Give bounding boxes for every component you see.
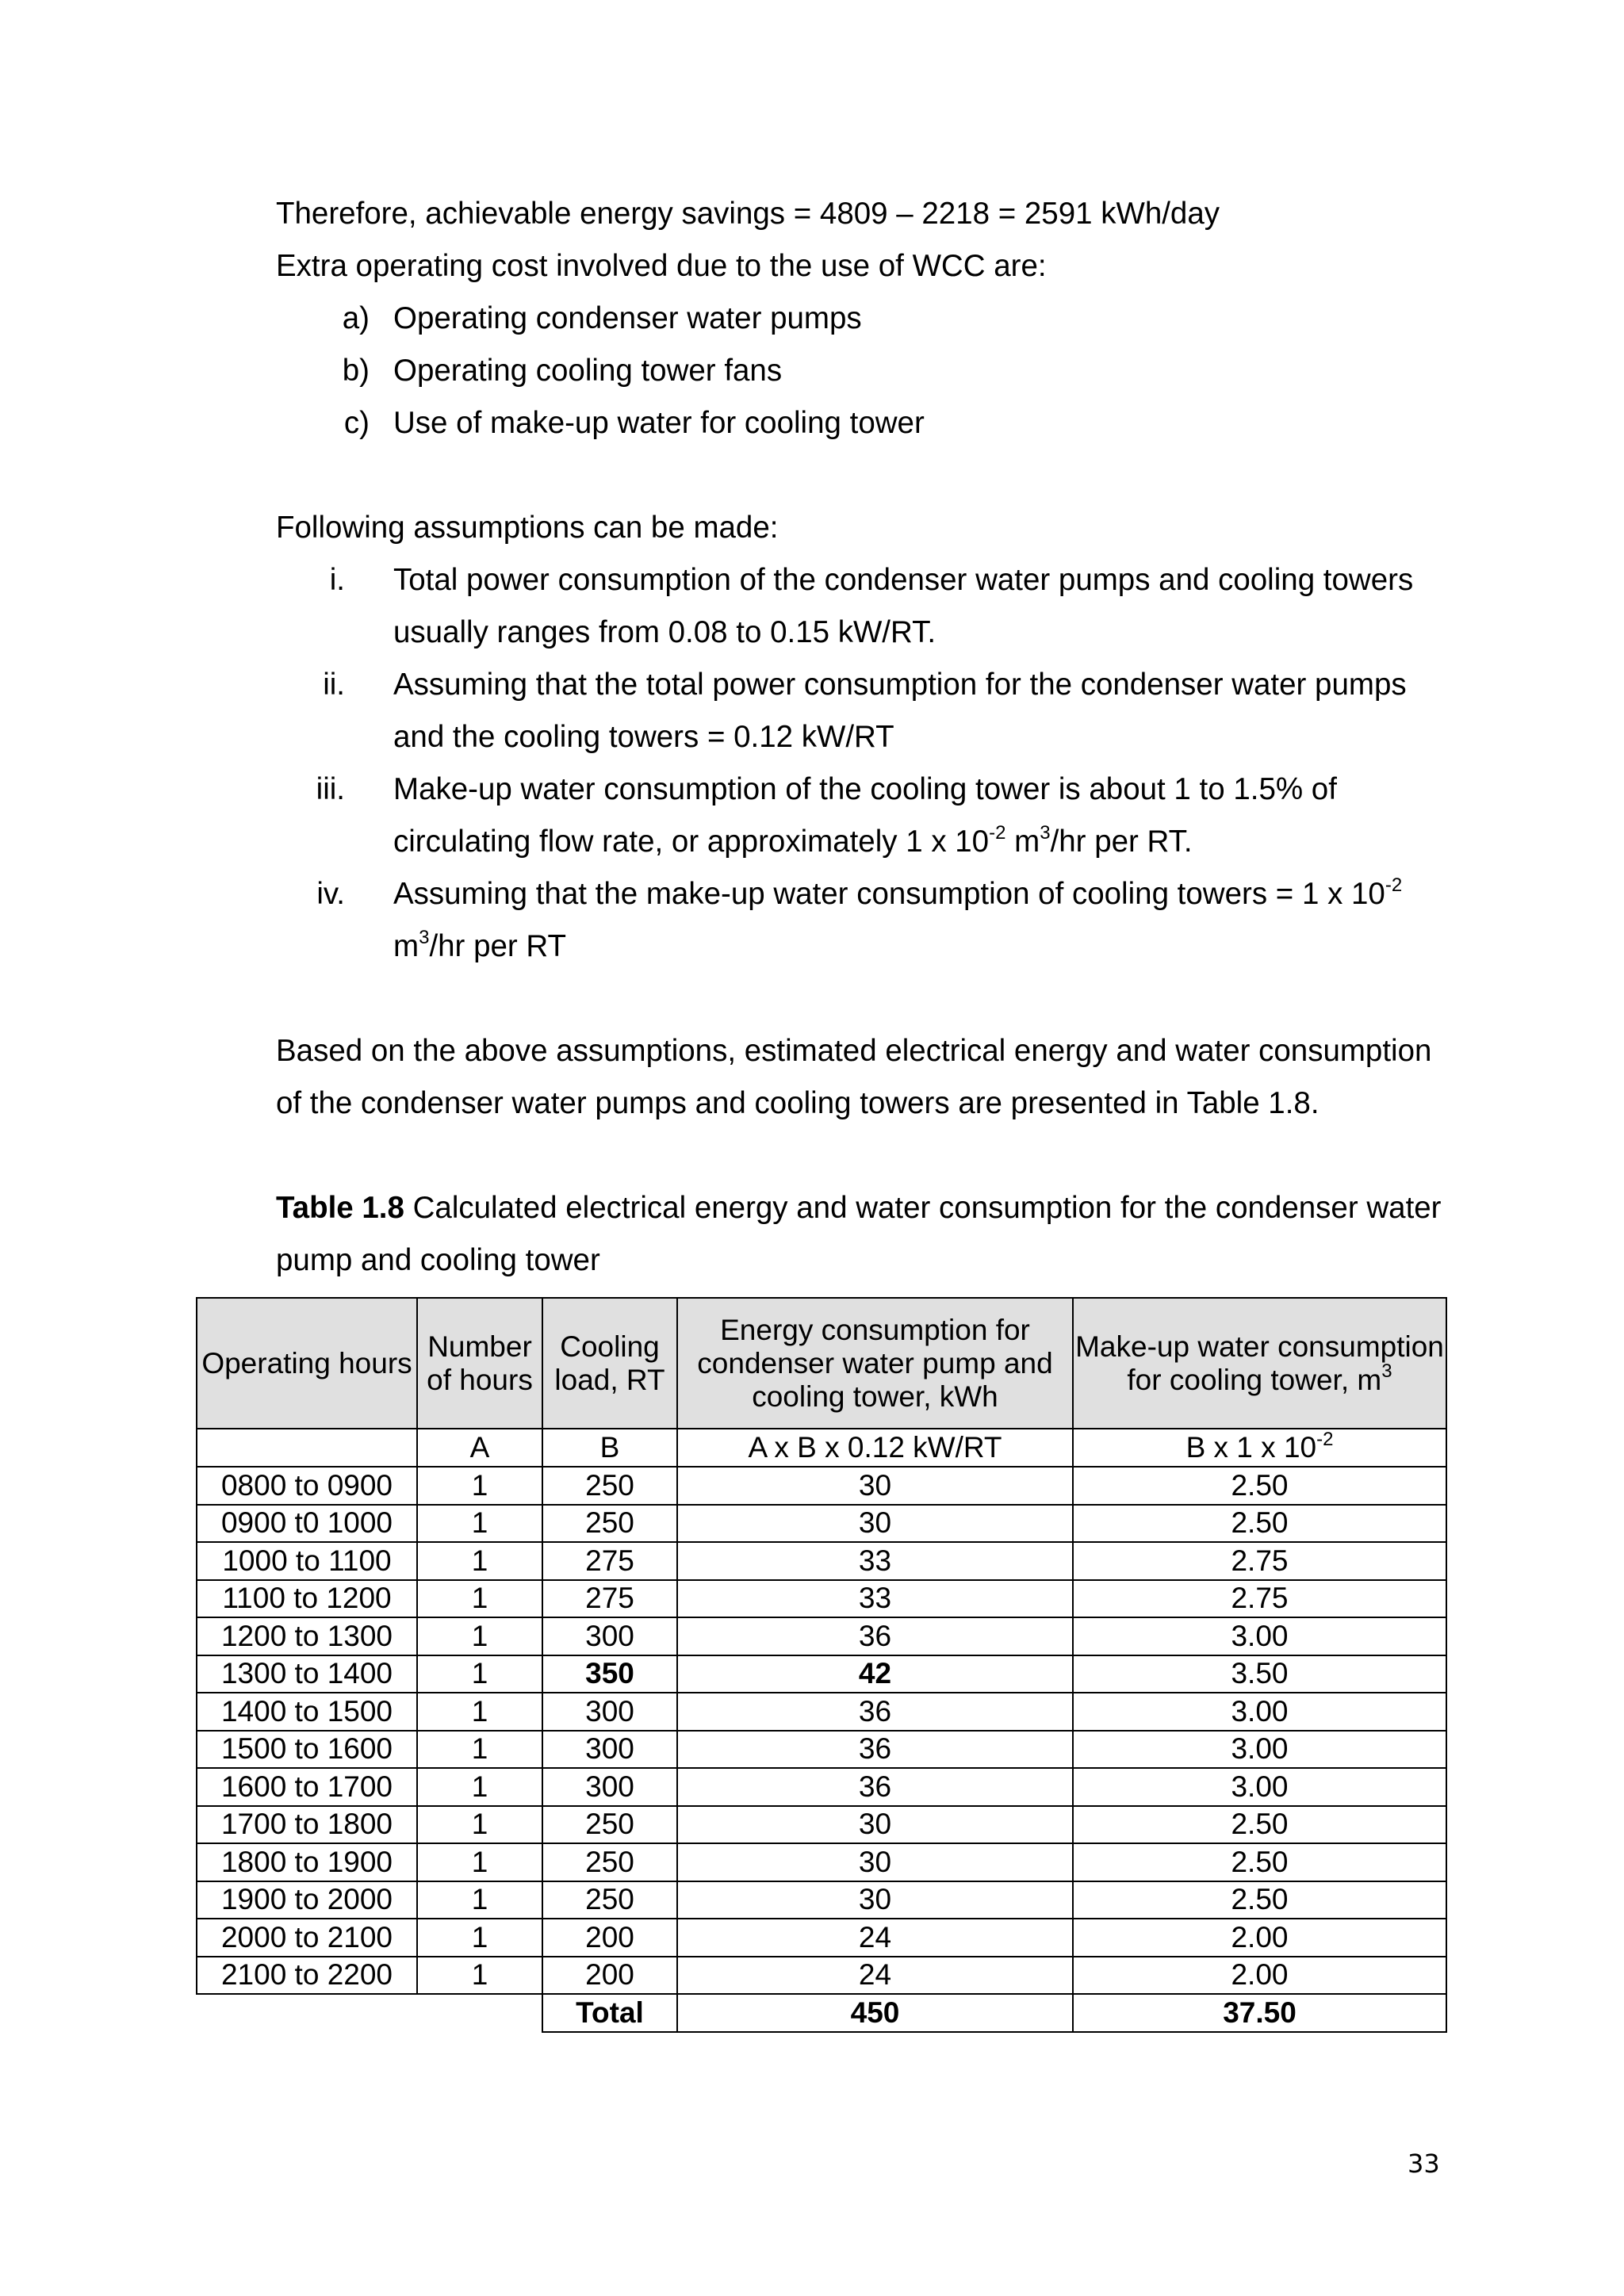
consumption-table — [196, 1297, 1447, 2033]
table-caption-line1: Table 1.8 Calculated electrical energy and water consumption for the condenser water — [276, 1191, 1442, 1225]
list-marker-b: b) — [342, 354, 370, 388]
list-marker-c: c) — [343, 406, 370, 440]
table-caption-label: Table 1.8 — [276, 1191, 404, 1225]
row-number-of-hours: 1 — [417, 1957, 542, 1995]
row-operating-hours: 1300 to 1400 — [197, 1655, 417, 1693]
table-row — [197, 1542, 1446, 1580]
page-number: 33 — [1408, 2149, 1440, 2179]
row-water: 2.50 — [1073, 1881, 1446, 1919]
header-operating-hours: Operating hours — [197, 1298, 417, 1429]
row-energy: 36 — [677, 1617, 1073, 1655]
row-water: 3.00 — [1073, 1617, 1446, 1655]
table-row — [197, 1693, 1446, 1731]
table-row — [197, 1806, 1446, 1844]
header-water: Make-up water consumption for cooling tower, $m^3$ — [1073, 1298, 1446, 1429]
row-operating-hours: 1700 to 1800 — [197, 1806, 417, 1844]
assumption-marker-iii: iii. — [316, 772, 345, 806]
list-item-c: Use of make-up water for cooling tower — [393, 406, 925, 440]
row-water: 2.50 — [1073, 1505, 1446, 1543]
row-number-of-hours: 1 — [417, 1768, 542, 1806]
row-operating-hours: 0900 t0 1000 — [197, 1505, 417, 1543]
table-row — [197, 1655, 1446, 1693]
row-operating-hours: 0800 to 0900 — [197, 1467, 417, 1505]
row-operating-hours: 1200 to 1300 — [197, 1617, 417, 1655]
row-water: 3.50 — [1073, 1655, 1446, 1693]
list-marker-a: a) — [342, 301, 370, 335]
row-number-of-hours: 1 — [417, 1731, 542, 1769]
row-energy: 30 — [677, 1505, 1073, 1543]
row-number-of-hours: 1 — [417, 1505, 542, 1543]
row-energy: 36 — [677, 1693, 1073, 1731]
table-total-row — [197, 1994, 1446, 2032]
assumption-marker-ii: ii. — [323, 668, 345, 702]
assumption-iv-line1: Assuming that the make-up water consumption of cooling towers = 1 x $10^{-2}$ — [393, 874, 1403, 911]
table-caption-line2: pump and cooling tower — [276, 1243, 600, 1277]
table-formula-row — [197, 1429, 1446, 1467]
row-cooling-load: 250 — [542, 1505, 677, 1543]
table-row — [197, 1617, 1446, 1655]
table-row — [197, 1881, 1446, 1919]
row-water: 2.50 — [1073, 1843, 1446, 1881]
row-number-of-hours: 1 — [417, 1467, 542, 1505]
row-energy: 30 — [677, 1843, 1073, 1881]
row-water: 2.75 — [1073, 1580, 1446, 1618]
assumption-ii-line1: Assuming that the total power consumption for the condenser water pumps — [393, 668, 1407, 702]
table-header-row — [197, 1298, 1446, 1429]
row-energy: 30 — [677, 1806, 1073, 1844]
header-energy: Energy consumption for condenser water pump and cooling tower, kWh — [677, 1298, 1073, 1429]
row-cooling-load: 350 — [542, 1655, 677, 1693]
assumption-i-line2: usually ranges from 0.08 to 0.15 kW/RT. — [393, 615, 936, 649]
row-number-of-hours: 1 — [417, 1655, 542, 1693]
formula-b: B — [542, 1429, 677, 1467]
table-row — [197, 1768, 1446, 1806]
row-energy: 30 — [677, 1467, 1073, 1505]
header-cooling-load: Cooling load, RT — [542, 1298, 677, 1429]
row-cooling-load: 275 — [542, 1542, 677, 1580]
list-item-a: Operating condenser water pumps — [393, 301, 862, 335]
row-operating-hours: 2100 to 2200 — [197, 1957, 417, 1995]
row-number-of-hours: 1 — [417, 1693, 542, 1731]
paragraph2-line2: of the condenser water pumps and cooling towers are presented in Table 1.8. — [276, 1086, 1320, 1120]
row-number-of-hours: 1 — [417, 1806, 542, 1844]
row-energy: 36 — [677, 1731, 1073, 1769]
table-row — [197, 1731, 1446, 1769]
row-energy: 33 — [677, 1542, 1073, 1580]
row-number-of-hours: 1 — [417, 1580, 542, 1618]
row-water: 2.50 — [1073, 1806, 1446, 1844]
savings-line: Therefore, achievable energy savings = 4809 – 2218 = 2591 kWh/day — [276, 197, 1220, 231]
row-water: 2.00 — [1073, 1919, 1446, 1957]
row-cooling-load: 300 — [542, 1693, 677, 1731]
row-energy: 33 — [677, 1580, 1073, 1618]
list-item-b: Operating cooling tower fans — [393, 354, 783, 388]
total-blank — [197, 1994, 542, 2032]
row-energy: 36 — [677, 1768, 1073, 1806]
assumption-iii-line1: Make-up water consumption of the cooling tower is about 1 to 1.5% of — [393, 772, 1337, 806]
assumptions-intro: Following assumptions can be made: — [276, 511, 779, 545]
row-energy: 30 — [677, 1881, 1073, 1919]
row-water: 3.00 — [1073, 1731, 1446, 1769]
row-number-of-hours: 1 — [417, 1919, 542, 1957]
assumption-ii-line2: and the cooling towers = 0.12 kW/RT — [393, 720, 894, 754]
row-operating-hours: 2000 to 2100 — [197, 1919, 417, 1957]
row-operating-hours: 1500 to 1600 — [197, 1731, 417, 1769]
row-water: 2.00 — [1073, 1957, 1446, 1995]
table-row — [197, 1467, 1446, 1505]
row-number-of-hours: 1 — [417, 1617, 542, 1655]
row-operating-hours: 1100 to 1200 — [197, 1580, 417, 1618]
row-energy: 24 — [677, 1957, 1073, 1995]
paragraph2-line1: Based on the above assumptions, estimated electrical energy and water consumption — [276, 1034, 1432, 1068]
table-row — [197, 1957, 1446, 1995]
assumption-iii-line2: circulating flow rate, or approximately 1 x $10^{-2}$ $m^3/hr$ per RT. — [393, 822, 1193, 859]
row-operating-hours: 1400 to 1500 — [197, 1693, 417, 1731]
formula-blank — [197, 1429, 417, 1467]
row-number-of-hours: 1 — [417, 1542, 542, 1580]
row-cooling-load: 300 — [542, 1768, 677, 1806]
row-water: 3.00 — [1073, 1693, 1446, 1731]
row-cooling-load: 250 — [542, 1806, 677, 1844]
row-energy: 42 — [677, 1655, 1073, 1693]
row-cooling-load: 200 — [542, 1919, 677, 1957]
row-number-of-hours: 1 — [417, 1843, 542, 1881]
row-water: 2.75 — [1073, 1542, 1446, 1580]
row-cooling-load: 300 — [542, 1617, 677, 1655]
extra-cost-line: Extra operating cost involved due to the use of WCC are: — [276, 249, 1047, 283]
row-cooling-load: 300 — [542, 1731, 677, 1769]
total-energy: 450 — [677, 1994, 1073, 2032]
row-cooling-load: 250 — [542, 1843, 677, 1881]
formula-energy: A x B x 0.12 kW/RT — [677, 1429, 1073, 1467]
row-operating-hours: 1600 to 1700 — [197, 1768, 417, 1806]
row-number-of-hours: 1 — [417, 1881, 542, 1919]
total-label: Total — [542, 1994, 677, 2032]
row-cooling-load: 275 — [542, 1580, 677, 1618]
row-operating-hours: 1000 to 1100 — [197, 1542, 417, 1580]
assumption-iv-line2: $m^3/hr$ per RT — [393, 927, 567, 963]
row-water: 2.50 — [1073, 1467, 1446, 1505]
header-number-of-hours: Number of hours — [417, 1298, 542, 1429]
row-energy: 24 — [677, 1919, 1073, 1957]
row-cooling-load: 200 — [542, 1957, 677, 1995]
formula-a: A — [417, 1429, 542, 1467]
table-row — [197, 1580, 1446, 1618]
assumption-marker-i: i. — [329, 563, 345, 597]
assumption-i-line1: Total power consumption of the condenser water pumps and cooling towers — [393, 563, 1414, 597]
table-row — [197, 1505, 1446, 1543]
formula-water: B x 1 x $10^{-2}$ — [1073, 1429, 1446, 1467]
total-water: 37.50 — [1073, 1994, 1446, 2032]
row-cooling-load: 250 — [542, 1467, 677, 1505]
row-operating-hours: 1900 to 2000 — [197, 1881, 417, 1919]
row-operating-hours: 1800 to 1900 — [197, 1843, 417, 1881]
table-row — [197, 1843, 1446, 1881]
assumption-marker-iv: iv. — [316, 877, 345, 911]
row-water: 3.00 — [1073, 1768, 1446, 1806]
row-cooling-load: 250 — [542, 1881, 677, 1919]
table-row — [197, 1919, 1446, 1957]
